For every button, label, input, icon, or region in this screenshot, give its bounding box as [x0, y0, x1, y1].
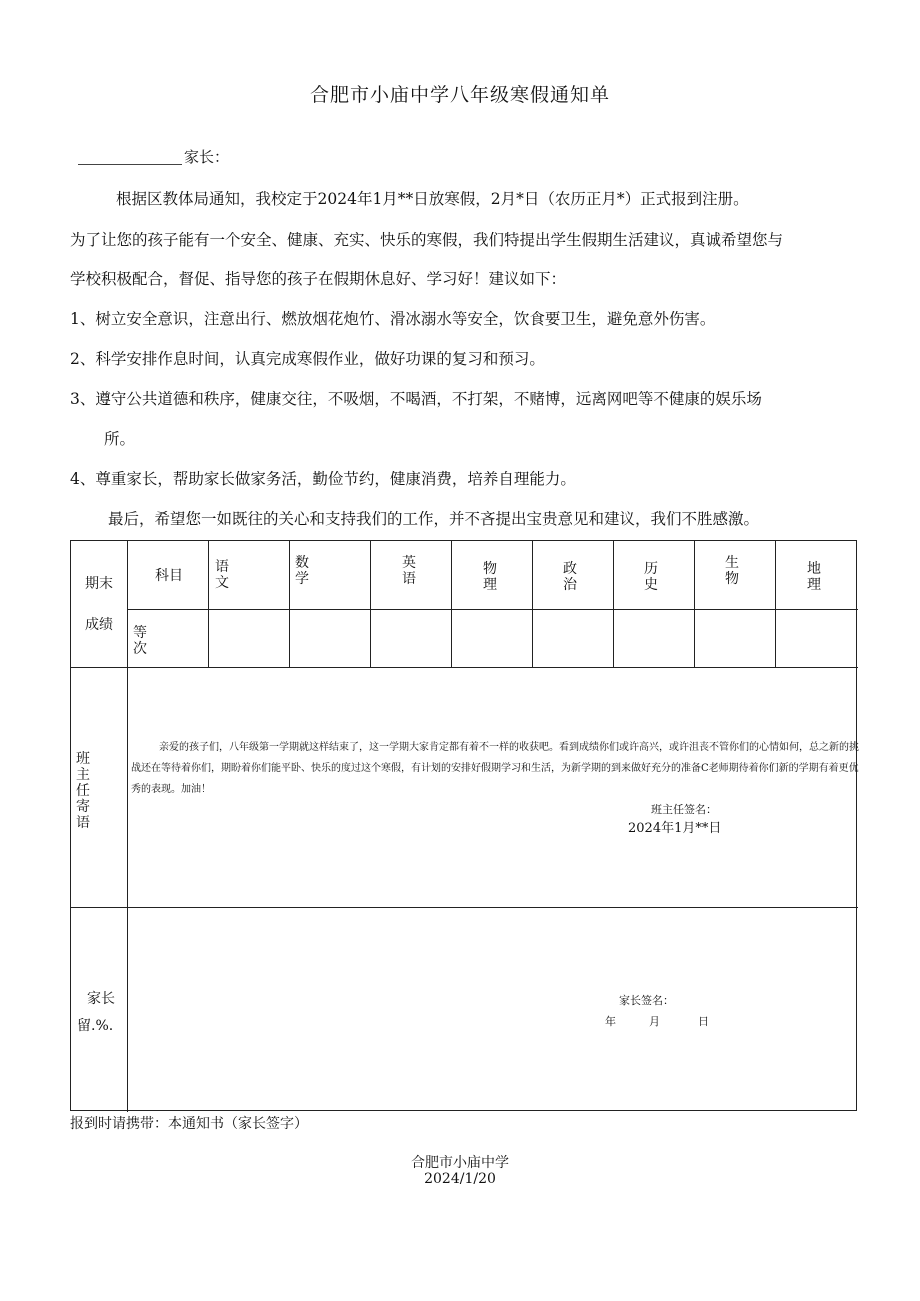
- teacher-message-label: 班主任寄语: [76, 751, 90, 831]
- issue-date: 2024/1/20: [424, 1171, 496, 1187]
- suggestion-item-3: 3、遵守公共道德和秩序，健康交往，不吸烟，不喝酒，不打架，不赌博，远离网吧等不健康的娱乐场: [70, 390, 762, 408]
- subject-history: 历史: [644, 561, 658, 593]
- table-divider: [127, 541, 128, 1112]
- suggestion-item-4: 4、尊重家长，帮助家长做家务活，勤俭节约，健康消费，培养自理能力。: [70, 470, 576, 488]
- report-table: [70, 540, 857, 1111]
- teacher-signature-label: 班主任签名：: [651, 803, 717, 816]
- school-name: 合肥市小庙中学: [411, 1155, 509, 1171]
- suggestion-item-2: 2、科学安排作息时间，认真完成寒假作业，做好功课的复习和预习。: [70, 350, 545, 368]
- table-divider: [127, 609, 858, 610]
- rank-label: 等次: [133, 625, 147, 657]
- bring-note: 报到时请携带：本通知书（家长签字）: [70, 1116, 308, 1132]
- parent-date-year: 年: [605, 1015, 616, 1028]
- salutation-text: 家长：: [184, 148, 230, 166]
- subject-chinese: 语文: [215, 559, 229, 591]
- parent-signature-label: 家长签名：: [619, 994, 674, 1007]
- notice-paragraph-1: 根据区教体局通知，我校定于2024年1月**日放寒假，2月*日（农历正月*）正式报到注册。: [116, 190, 749, 208]
- subject-politics: 政治: [563, 561, 577, 593]
- parent-name-blank: [78, 150, 182, 165]
- subject-geography: 地理: [807, 561, 821, 593]
- table-divider: [532, 541, 533, 667]
- subject-english: 英语: [402, 555, 416, 587]
- parent-comment-label: 家长: [87, 991, 115, 1007]
- subject-physics: 物理: [483, 561, 497, 593]
- salutation: [78, 146, 229, 167]
- parent-date-month: 月: [649, 1015, 660, 1028]
- grades-label-2: 成绩: [85, 617, 113, 633]
- table-divider: [694, 541, 695, 667]
- notice-paragraph-3: 学校积极配合，督促、指导您的孩子在假期休息好、学习好！建议如下：: [70, 270, 567, 288]
- table-divider: [451, 541, 452, 667]
- subject-header: 科目: [155, 568, 183, 584]
- table-divider: [71, 907, 858, 908]
- suggestion-item-3-cont: 所。: [104, 430, 136, 448]
- notice-paragraph-2: 为了让您的孩子能有一个安全、健康、充实、快乐的寒假，我们特提出学生假期生活建议，真诚希望您与: [70, 231, 784, 249]
- teacher-message: 亲爱的孩子们，八年级第一学期就这样结束了，这一学期大家肯定都有着不一样的收获吧。看到成绩你们或许高兴，或许沮丧不管你们的心情如何，总之新的挑战还在等待着你们，期盼着你们能平卧、快乐的度过这个寒假，有计划的安排好假期学习和生活，为新学期的到来做好充分的准备C老师期待着你们新的学期有着更优秀的表现。加油！: [131, 742, 859, 795]
- subject-math: 数学: [295, 555, 309, 587]
- parent-comment-label-2: 留.%.: [77, 1018, 114, 1034]
- teacher-date: 2024年1月**日: [628, 821, 722, 836]
- page-title: 合肥市小庙中学八年级寒假通知单: [309, 84, 610, 106]
- subject-biology: 生物: [725, 555, 739, 587]
- table-divider: [775, 541, 776, 667]
- table-divider: [289, 541, 290, 667]
- table-divider: [208, 541, 209, 667]
- table-divider: [71, 667, 858, 668]
- suggestion-item-1: 1、树立安全意识，注意出行、燃放烟花炮竹、滑冰溺水等安全，饮食要卫生，避免意外伤害。: [70, 310, 716, 328]
- grades-label: 期末: [85, 576, 113, 592]
- closing-paragraph: 最后，希望您一如既往的关心和支持我们的工作，并不吝提出宝贵意见和建议，我们不胜感激。: [108, 510, 760, 528]
- table-divider: [370, 541, 371, 667]
- table-divider: [613, 541, 614, 667]
- parent-date-day: 日: [698, 1015, 709, 1028]
